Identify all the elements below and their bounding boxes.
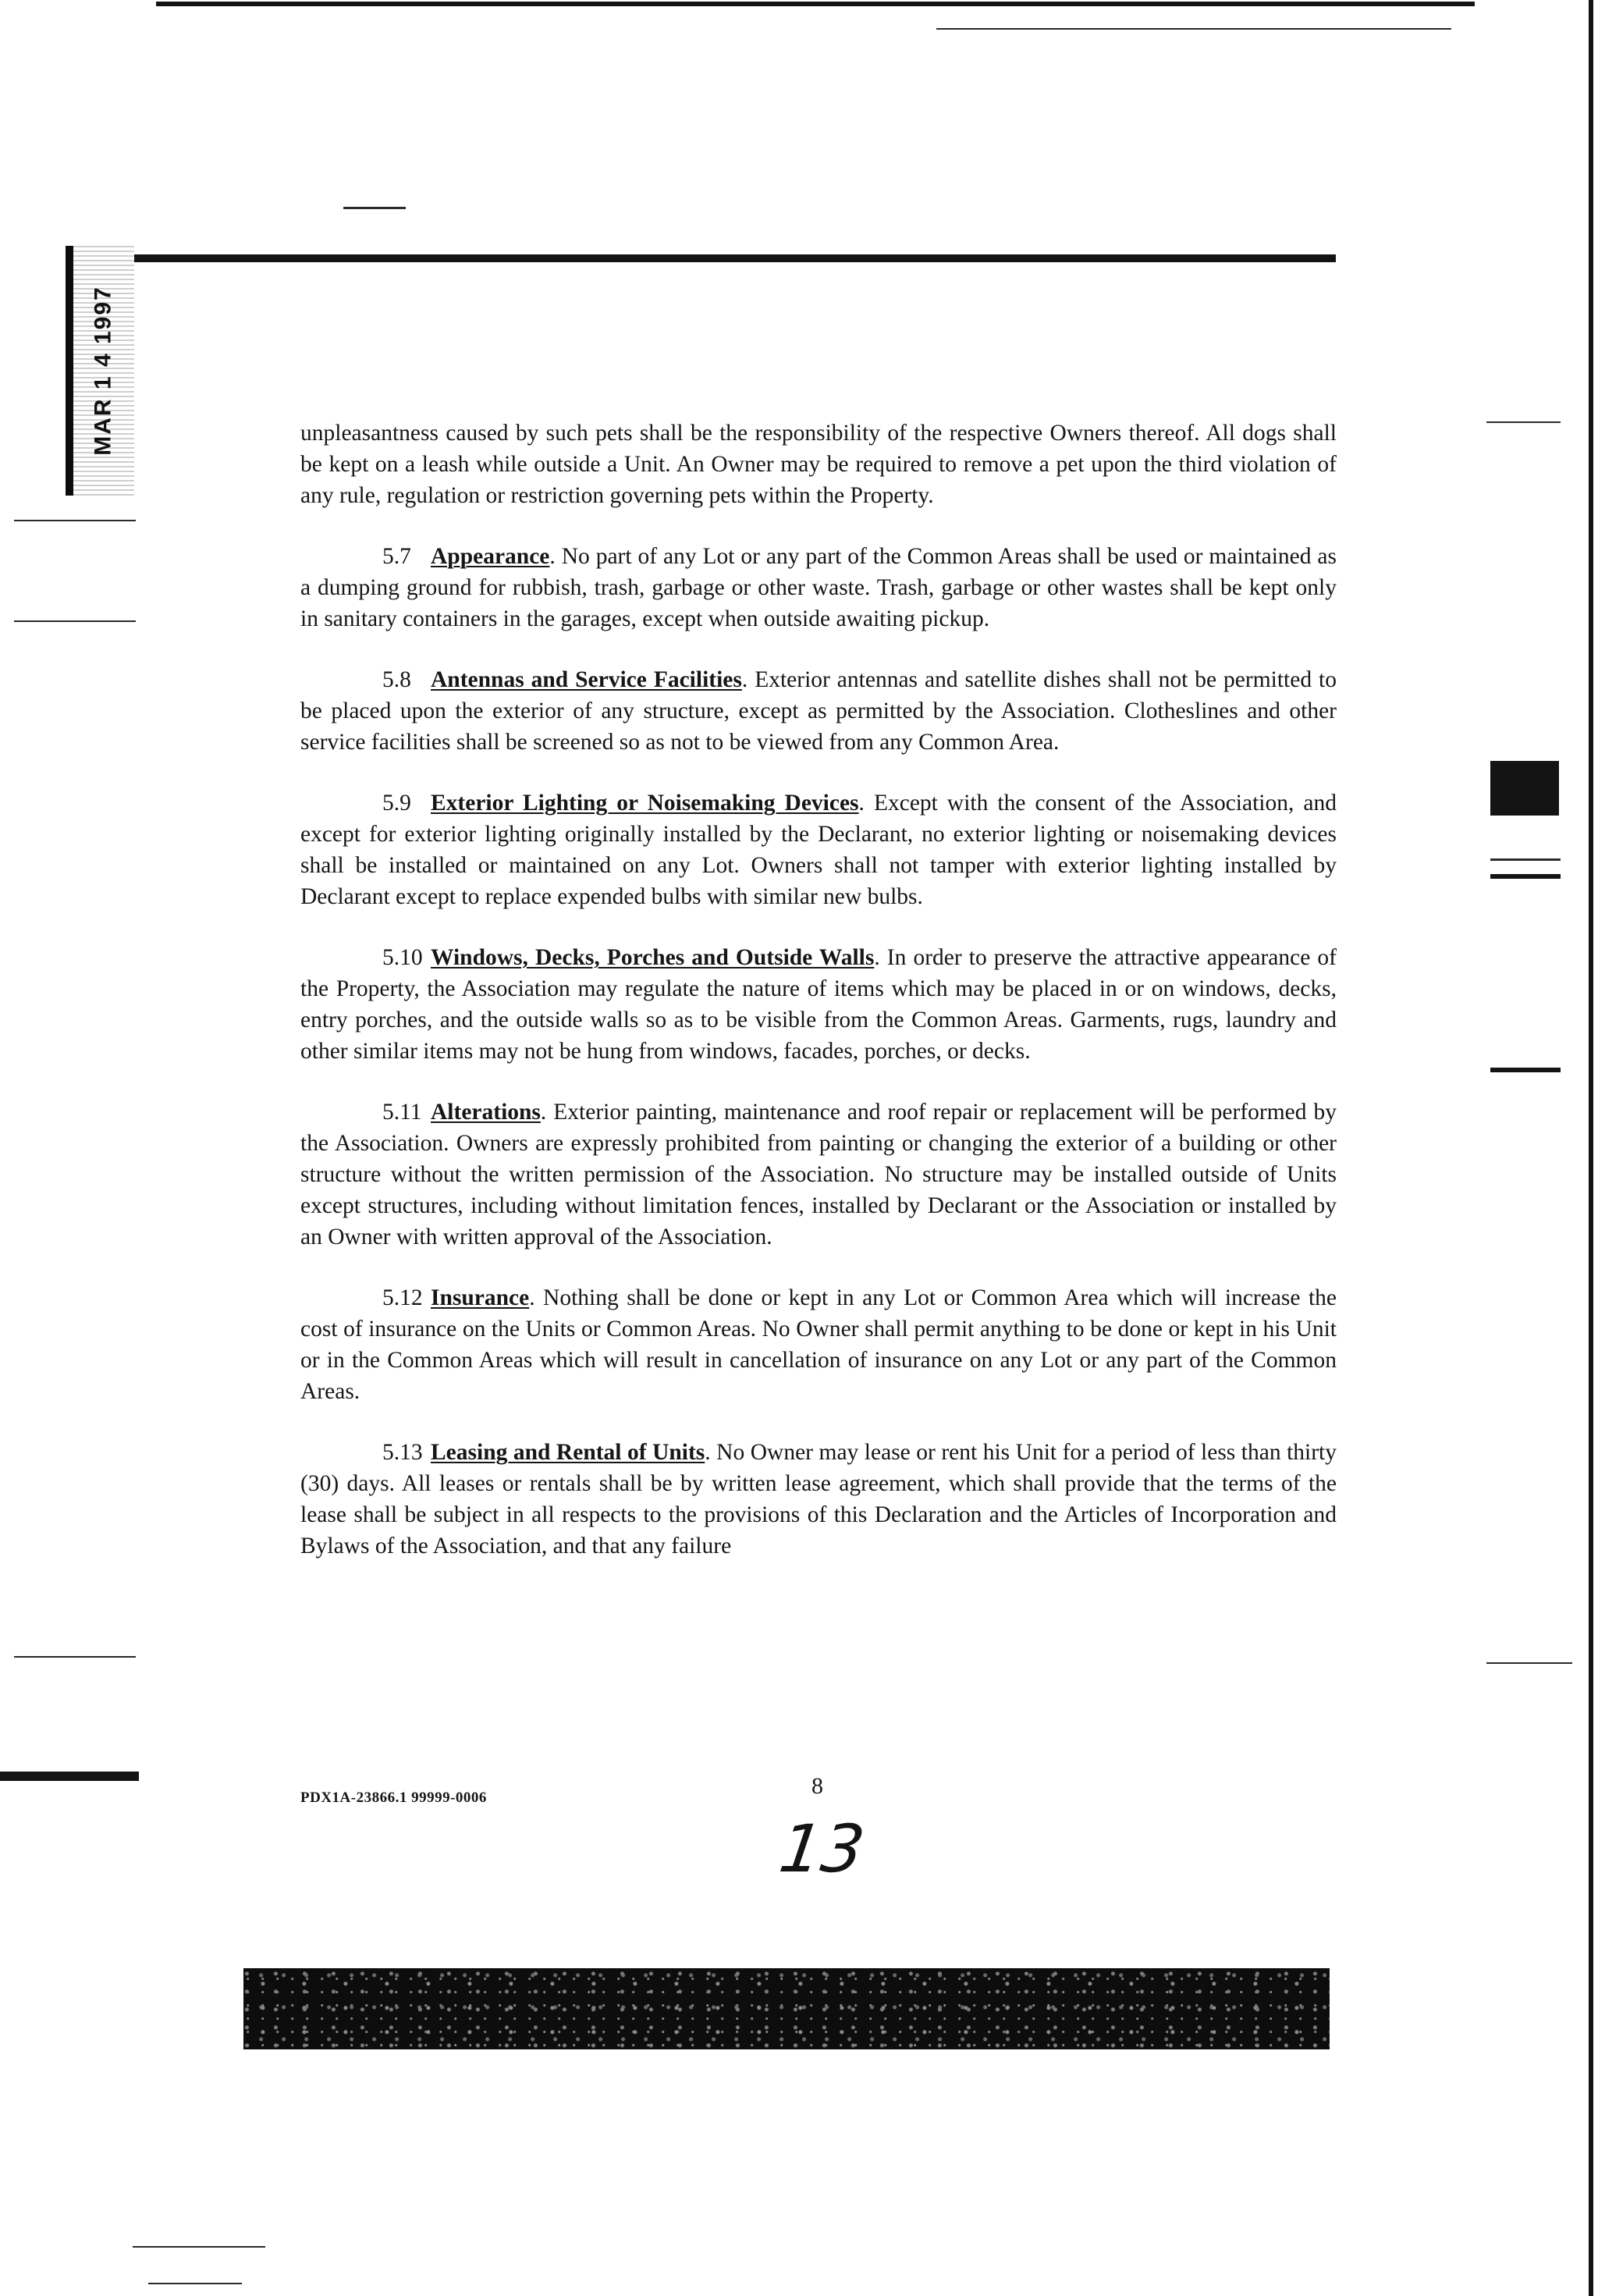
section-number: 5.8 (382, 667, 411, 692)
scan-right-rule (1490, 1068, 1561, 1072)
section-heading: Insurance (431, 1285, 530, 1310)
section-heading: Appearance (431, 544, 550, 569)
footer-document-id: PDX1A-23866.1 99999-0006 (300, 1790, 487, 1806)
section-number: 5.12 (382, 1285, 423, 1310)
section-5-7 (300, 541, 1337, 634)
scan-right-rule (1486, 421, 1561, 423)
scan-left-rule (133, 2246, 265, 2248)
section-5-9 (300, 787, 1337, 912)
scan-right-block (1490, 761, 1559, 816)
section-text: . Except with the consent of the Association, and except for exterior lighting originally installed by the Declarant, no exterior lighting or noisemaking devices shall be installed or maintained on any Lot. Owners shall not tamper with exterior lighting installed by Declarant except to replace expended bulbs with similar new bulbs. (300, 791, 1337, 909)
scan-right-rule (1486, 1662, 1572, 1664)
section-5-8 (300, 664, 1337, 758)
section-number: 5.9 (382, 791, 411, 816)
section-number: 5.7 (382, 544, 411, 569)
section-5-10 (300, 942, 1337, 1067)
scan-margin-mark (343, 207, 406, 209)
section-text: . No Owner may lease or rent his Unit for a period of less than thirty (30) days. All leases or rentals shall be by written lease agreement, which shall provide that the terms of the lease shall be subject in all respects to the provisions of this Declaration and the Articles of Incorporation and Bylaws of the Association, and that any failure (300, 1440, 1337, 1559)
scan-bottom-noise-band (243, 1968, 1330, 2049)
section-number: 5.11 (382, 1100, 422, 1125)
section-5-13 (300, 1437, 1337, 1562)
scan-left-rule (14, 520, 136, 521)
date-stamp-text: MAR 1 4 1997 (91, 286, 116, 456)
scan-right-rule (1490, 874, 1561, 879)
scan-top-edge (156, 2, 1475, 6)
section-5-12 (300, 1282, 1337, 1407)
scan-left-rule (14, 1656, 136, 1658)
document-body (300, 418, 1337, 1591)
section-text: . Nothing shall be done or kept in any Lot or Common Area which will increase the cost of insurance on the Units or Common Areas. No Owner shall permit anything to be done or kept in his Unit or in the Common Areas which will result in cancellation of insurance on any Lot or any part of the Common Areas. (300, 1285, 1337, 1404)
scan-right-edge (1589, 0, 1593, 2296)
section-text: . Exterior antennas and satellite dishes shall not be permitted to be placed upon the exterior of any structure, except as permitted by the Association. Clotheslines and other service facilities shall be screened so as not to be viewed from any Common Area. (300, 667, 1337, 755)
section-number: 5.10 (382, 945, 423, 970)
section-heading: Antennas and Service Facilities (431, 667, 742, 692)
section-text: . No part of any Lot or any part of the Common Areas shall be used or maintained as a dumping ground for rubbish, trash, garbage or other waste. Trash, garbage or other wastes shall be kept only in sanitary containers in the garages, except when outside awaiting pickup. (300, 544, 1337, 631)
section-text: . Exterior painting, maintenance and roof repair or replacement will be performed by the Association. Owners are expressly prohibited from painting or changing the exterior of a building or other structure without the written permission of the Association. No structure may be installed outside of Units except structures, including without limitation fences, installed by Declarant or the Association or installed by an Owner with written approval of the Association. (300, 1100, 1337, 1249)
page-number: 8 (811, 1773, 823, 1799)
scan-right-rule (1490, 858, 1561, 861)
scan-left-rule (148, 2283, 242, 2284)
paragraph-continuation (300, 418, 1337, 511)
scan-left-rule (14, 620, 136, 622)
paragraph-text: unpleasantness caused by such pets shall be the responsibility of the respective Owners thereof. All dogs shall be kept on a leash while outside a Unit. An Owner may be required to remove a pet upon the third violation of any rule, regulation or restriction governing pets within the Property. (300, 421, 1337, 508)
date-stamp (66, 246, 134, 496)
section-5-11 (300, 1096, 1337, 1253)
section-heading: Exterior Lighting or Noisemaking Devices (431, 791, 859, 816)
section-heading: Windows, Decks, Porches and Outside Walls (431, 945, 875, 970)
scan-top-rule (936, 28, 1451, 30)
section-number: 5.13 (382, 1440, 423, 1465)
section-heading: Alterations (431, 1100, 541, 1125)
scan-left-mark (0, 1772, 139, 1781)
section-heading: Leasing and Rental of Units (431, 1440, 705, 1465)
section-text: . In order to preserve the attractive appearance of the Property, the Association may regulate the nature of items which may be placed in or on windows, decks, entry porches, and the outside walls so as to be visible from the Common Areas. Garments, rugs, laundry and other similar items may not be hung from windows, facades, porches, or decks. (300, 945, 1337, 1064)
handwritten-page-number: 13 (775, 1811, 869, 1887)
scan-header-border (125, 254, 1336, 262)
